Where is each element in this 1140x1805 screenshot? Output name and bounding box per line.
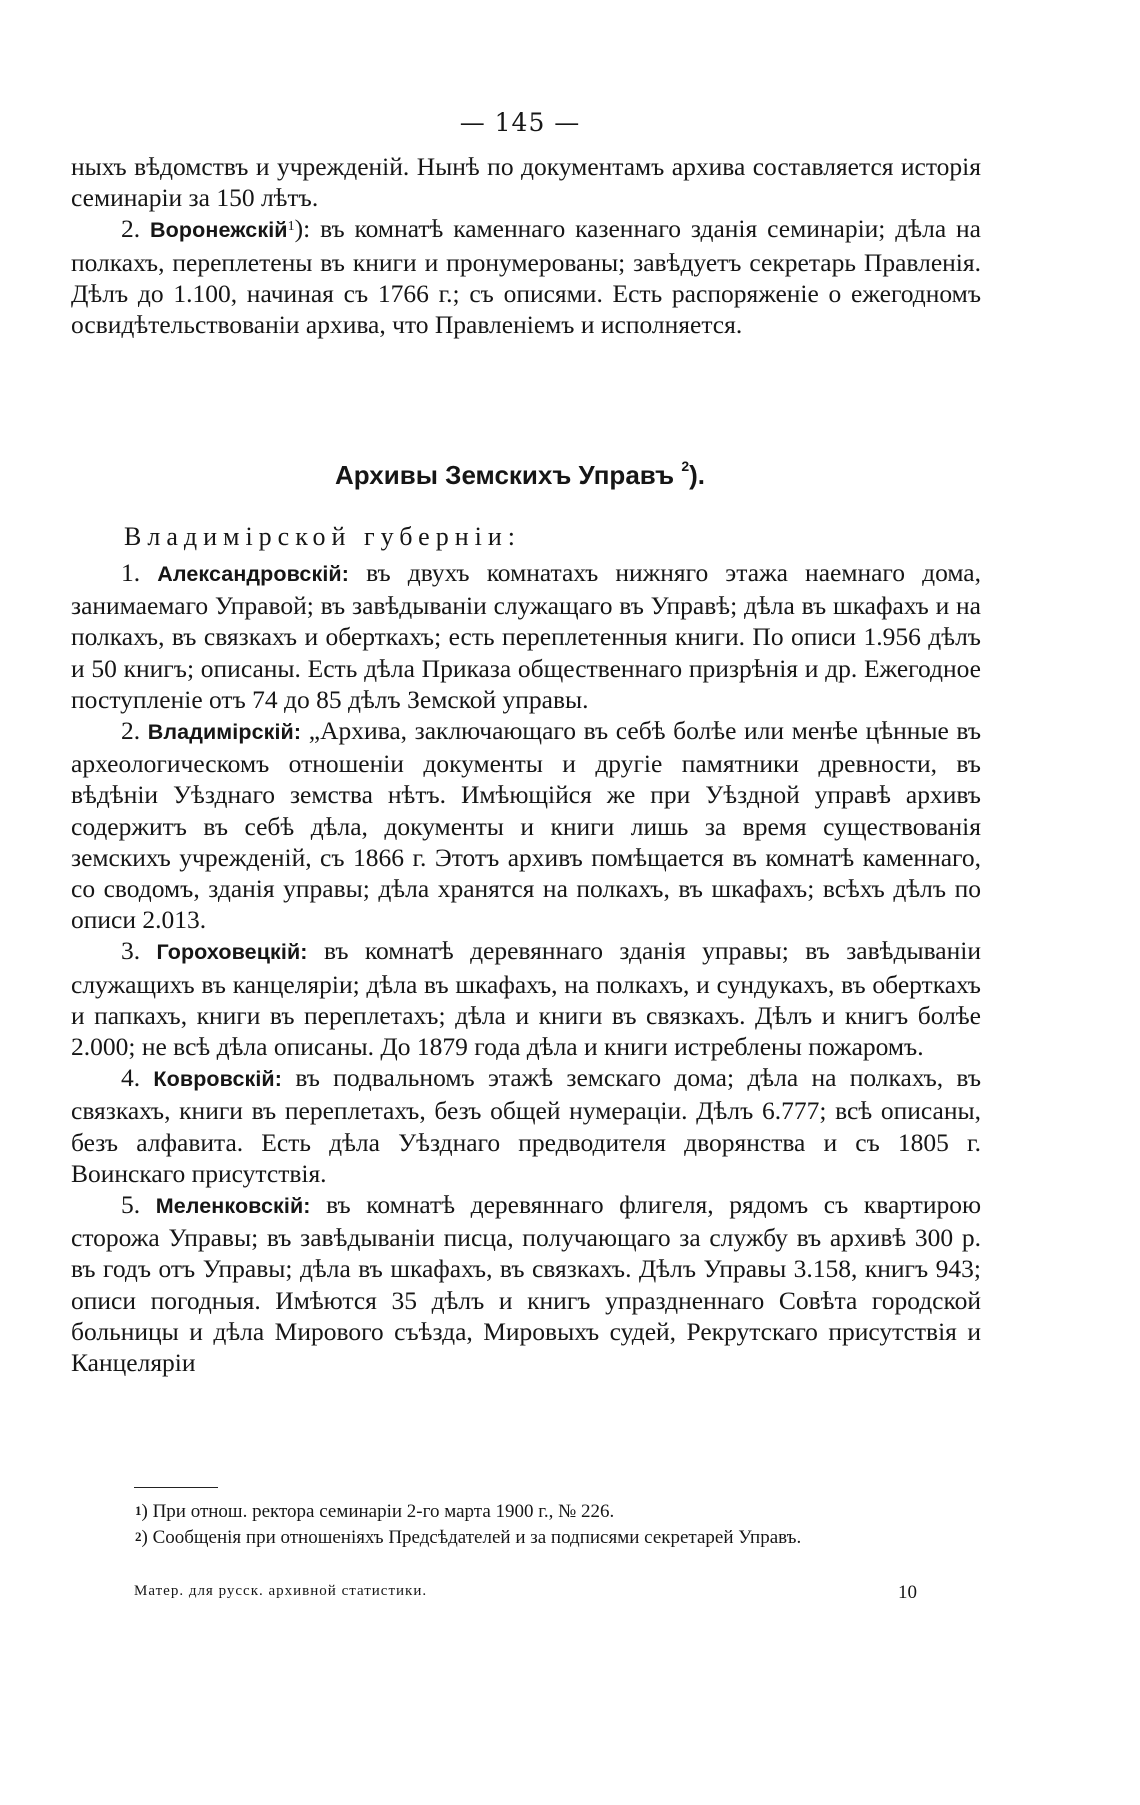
entry-paragraph-3 <box>71 935 981 1062</box>
sheet-number: 10 <box>898 1582 917 1603</box>
section-heading-tail: ). <box>689 460 705 490</box>
footnote-text: ) Сообщенія при отношеніяхъ Предсѣдателей и за подписями секретарей Управъ. <box>141 1527 802 1548</box>
entry-number: 5. <box>121 1190 141 1220</box>
footnotes <box>71 1499 981 1551</box>
entry-name: Александровскій: <box>157 562 349 586</box>
entry-text: въ двухъ комнатахъ нижняго этажа наемнаго дома, занимаемаго Управой; въ завѣдываніи служащаго въ Управѣ; дѣла въ шкафахъ и на полкахъ, въ связкахъ и оберткахъ; есть переплетенныя книги. По описи 1.956 дѣлъ и 50 книгъ; описаны. Есть дѣла Приказа общественнаго призрѣнія и др. Ежегодное поступленіе отъ 74 до 85 дѣлъ Земской управы. <box>71 558 981 714</box>
entry-text: ): въ комнатѣ каменнаго казеннаго зданія семинаріи; дѣла на полкахъ, переплетены въ книги и пронумерованы; завѣдуетъ секретарь Правленія. Дѣлъ до 1.100, начиная съ 1766 г.; съ описями. Есть распоряженіе о ежегодномъ освидѣтельствованіи архива, что Правленіемъ и исполняется. <box>71 214 982 340</box>
gubernia-heading: Владимірской губерніи: <box>124 522 521 551</box>
entry-name: Меленковскій: <box>155 1194 311 1219</box>
top-text-block <box>71 151 981 340</box>
entry-number: 2. <box>121 214 141 244</box>
section-heading <box>0 460 1040 491</box>
footnote-1 <box>71 1499 981 1525</box>
entry-text: въ подвальномъ этажѣ земскаго дома; дѣла на полкахъ, въ связкахъ, книги въ переплетахъ, безъ общей нумераціи. Дѣлъ 6.777; всѣ описаны, безъ алфавита. Есть дѣла Уѣзднаго предводителя дворянства и съ 1805 г. Воинскаго присутствія. <box>71 1063 982 1188</box>
entry-name: Ковровскій: <box>153 1067 283 1092</box>
entry-text: „Архива, заключающаго въ себѣ болѣе или менѣе цѣнные въ археологическомъ отношеніи документы и другіе памятники древности, въ вѣдѣніи Уѣзднаго земства нѣтъ. Имѣющійся же при Уѣздной управѣ архивъ содержитъ въ себѣ дѣла, документы и книги лишь за время существованія земскихъ учрежденій, съ 1866 г. Этотъ архивъ помѣщается въ комнатѣ каменнаго, со сводомъ, зданія управы; дѣла хранятся на полкахъ, въ шкафахъ; всѣхъ дѣлъ по описи 2.013. <box>71 716 982 935</box>
entries-block <box>71 557 981 1378</box>
continuation-paragraph: ныхъ вѣдомствъ и учрежденій. Нынѣ по документамъ архива составляется исторія семинаріи за 150 лѣтъ. <box>71 152 981 213</box>
entry-paragraph-5 <box>71 1189 981 1378</box>
footnote-mark: 1 <box>135 1503 142 1518</box>
section-heading-text: Архивы Земскихъ Управъ <box>334 460 675 490</box>
footnote-2 <box>71 1525 981 1551</box>
footnote-mark: 2 <box>135 1529 142 1544</box>
footnote-text: ) При отнош. ректора семинаріи 2-го марта 1900 г., № 226. <box>141 1501 615 1522</box>
entry-paragraph-1 <box>71 557 981 715</box>
footnote-ref: 2 <box>681 458 690 474</box>
footnote-divider <box>134 1487 218 1488</box>
entry-paragraph-2 <box>71 715 981 935</box>
page-number: — 145 — <box>459 108 581 137</box>
entry-name: Владимірскій: <box>147 720 302 745</box>
entry-name: Воронежскій <box>150 218 288 243</box>
entry-number: 1. <box>121 558 141 587</box>
entry-text: въ комнатѣ деревяннаго флигеля, рядомъ съ квартирою сторожа Управы; въ завѣдываніи писца, получающаго за службу въ архивѣ 300 р. въ годъ отъ Управы; дѣла въ шкафахъ, въ связкахъ. Дѣлъ Управы 3.158, книгъ 943; описи погодныя. Имѣются 35 дѣлъ и книгъ упраздненнаго Совѣта городской больницы и дѣла Мирового съѣзда, Мировыхъ судей, Рекрутскаго присутствія и Канцеляріи <box>71 1190 982 1378</box>
footnote-ref: 1 <box>287 219 295 235</box>
entry-name: Гороховецкій: <box>156 940 308 965</box>
entry-number: 4. <box>121 1063 141 1093</box>
entry-paragraph-top-2 <box>71 213 981 340</box>
entry-text: въ комнатѣ деревяннаго зданія управы; въ завѣдываніи служащихъ въ канцеляріи; дѣла въ шкафахъ, на полкахъ, и сундукахъ, въ оберткахъ и папкахъ, книги въ переплетахъ; дѣла и книги въ связкахъ. Дѣлъ и книгъ болѣе 2.000; не всѣ дѣла описаны. До 1879 года дѣла и книги истреблены пожаромъ. <box>71 936 981 1062</box>
entry-number: 3. <box>121 936 141 966</box>
entry-number: 2. <box>121 716 141 746</box>
printer-signature: Матер. для русск. архивной статистики. <box>134 1583 428 1599</box>
entry-paragraph-4 <box>71 1062 981 1189</box>
